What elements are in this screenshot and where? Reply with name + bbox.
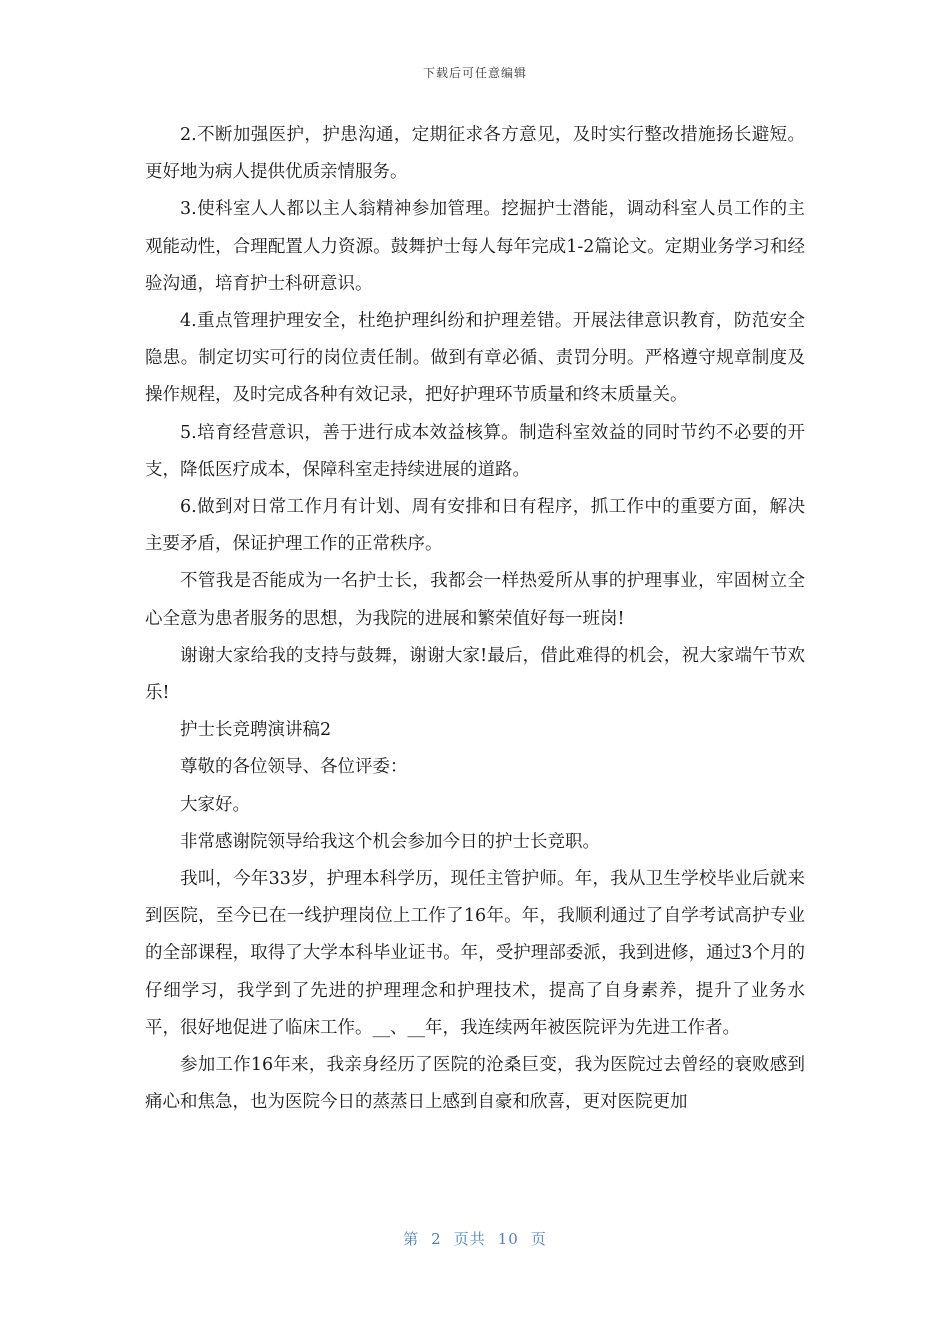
- page-footer: [0, 1228, 950, 1249]
- speech-title: 护士长竞聘演讲稿2: [180, 720, 332, 741]
- paragraph-closing-commitment: 不管我是否能成为一名护士长，我都会一样热爱所从事的护理事业，牢固树立全心全意为患者服务的思想，为我院的进展和繁荣值好每一班岗!: [145, 571, 805, 629]
- greeting: 大家好。: [180, 794, 250, 815]
- document-body: [145, 117, 805, 1121]
- salutation: 尊敬的各位领导、各位评委：: [180, 757, 408, 778]
- footer-prefix: 第: [403, 1230, 420, 1248]
- footer-total-pages: 10: [497, 1230, 519, 1248]
- paragraph-item-4: 4.重点管理护理安全，杜绝护理纠纷和护理差错。开展法律意识教育，防范安全隐患。制定切实可行的岗位责任制。做到有章必循、责罚分明。严格遵守规章制度及操作规程，及时完成各种有效记录，把好护理环节质量和终末质量关。: [145, 311, 805, 406]
- paragraph-thanks: 谢谢大家给我的支持与鼓舞，谢谢大家!最后，借此难得的机会，祝大家端午节欢乐!: [145, 645, 805, 704]
- paragraph-item-5: 5.培育经营意识，善于进行成本效益核算。制造科室效益的同时节约不必要的开支，降低医疗成本，保障科室走持续进展的道路。: [145, 422, 805, 480]
- paragraph-experience: 参加工作16年来，我亲身经历了医院的沧桑巨变，我为医院过去曾经的衰败感到痛心和焦急，也为医院今日的蒸蒸日上感到自豪和欣喜，更对医院更加: [145, 1055, 805, 1113]
- footer-current-page: 2: [431, 1230, 442, 1248]
- paragraph-item-6: 6.做到对日常工作月有计划、周有安排和日有程序，抓工作中的重要方面，解决主要矛盾，保证护理工作的正常秩序。: [145, 497, 805, 555]
- paragraph-self-introduction: 我叫，今年33岁，护理本科学历，现任主管护师。年，我从卫生学校毕业后就来到医院，至今已在一线护理岗位上工作了16年。年，我顺利通过了自学考试高护专业的全部课程，取得了大学本科毕业证书。年，受护理部委派，我到进修，通过3个月的仔细学习，我学到了先进的护理理念和护理技术，提高了自身素养，提升了业务水平，很好地促进了临床工作。__、__年，我连续两年被医院评为先进工作者。: [145, 869, 805, 1038]
- footer-middle: 页共: [453, 1230, 486, 1248]
- paragraph-opening: 非常感谢院领导给我这个机会参加今日的护士长竞职。: [180, 831, 600, 852]
- footer-suffix: 页: [530, 1230, 547, 1248]
- page-header: 下载后可任意编辑: [422, 66, 527, 80]
- paragraph-item-2: 2.不断加强医护，护患沟通，定期征求各方意见，及时实行整改措施扬长避短。更好地为病人提供优质亲情服务。: [145, 125, 805, 183]
- paragraph-item-3: 3.使科室人人都以主人翁精神参加管理。挖掘护士潜能，调动科室人员工作的主观能动性，合理配置人力资源。鼓舞护士每人每年完成1-2篇论文。定期业务学习和经验沟通，培育护士科研意识。: [145, 199, 805, 294]
